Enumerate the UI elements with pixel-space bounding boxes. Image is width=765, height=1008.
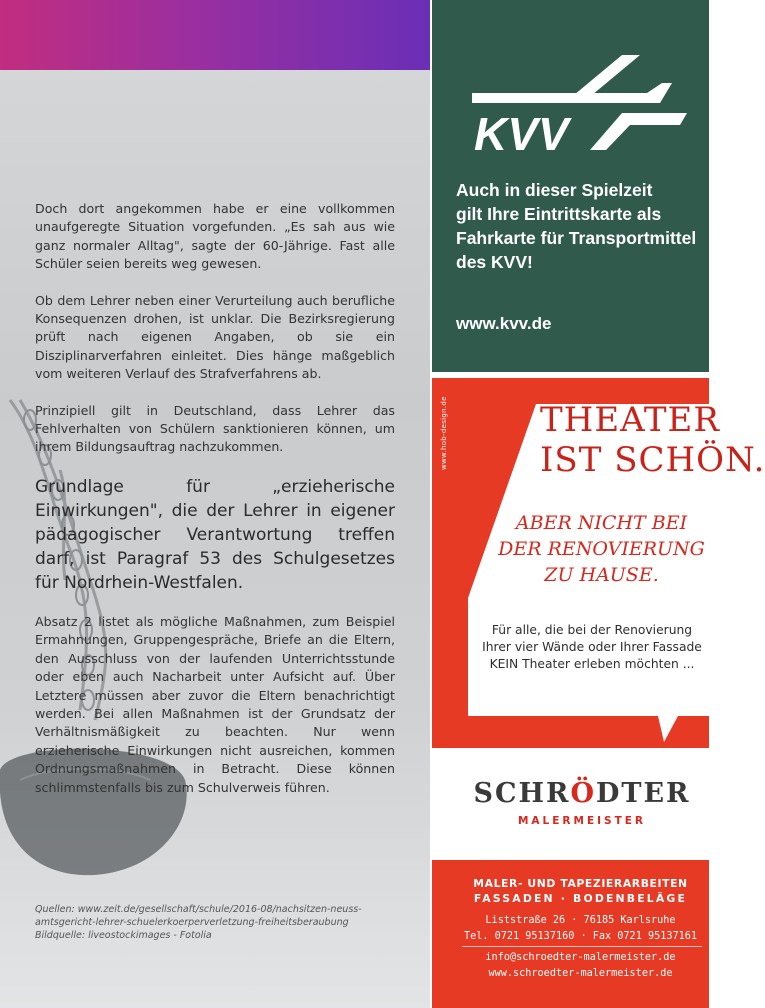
header-color-band <box>0 0 430 70</box>
services-line: FASSADEN · BODENBELÄGE <box>473 892 688 905</box>
kvv-logo <box>472 55 692 160</box>
kvv-line: Fahrkarte für Transportmittel <box>456 228 697 248</box>
subline-line: ZU HAUSE. <box>544 564 659 586</box>
website-link[interactable]: www.schroedter-malermeister.de <box>488 968 673 979</box>
contact-divider <box>462 946 702 947</box>
contact-block <box>458 950 703 982</box>
street-address: Liststraße 26 · 76185 Karlsruhe <box>485 915 676 926</box>
article-paragraph: Ob dem Lehrer neben einer Verurteilung auch berufliche Konsequenzen drohen, ist unklar. Die Bezirksregierung prüft nach eigenen Angaben, ob sie ein Disziplinarverfahren einleitet. Dies hänge maßgeblich vom weiteren Verlauf des Strafverfahrens ab. <box>35 292 395 382</box>
kvv-message <box>456 178 706 274</box>
sources-note <box>35 903 415 942</box>
ad-subline <box>494 510 709 588</box>
headline-line: IST SCHÖN. <box>540 440 765 480</box>
source-line: amtsgericht-lehrer-schuelerkoerperverletzung-freiheitsberaubung <box>35 917 349 928</box>
services-list <box>458 876 703 906</box>
address-block <box>458 913 703 945</box>
kvv-line: gilt Ihre Eintrittskarte als <box>456 204 662 224</box>
ad-headline <box>540 400 765 480</box>
subline-line: ABER NICHT BEI <box>515 512 688 534</box>
brand-name-umlaut: Ö <box>570 778 596 809</box>
services-line: MALER- UND TAPEZIERARBEITEN <box>473 877 688 890</box>
designer-credit: www.hob-design.de <box>440 396 448 470</box>
kvv-ad <box>432 0 709 372</box>
kvv-line: des KVV! <box>456 252 533 272</box>
kvv-logo-text: KVV <box>474 108 569 160</box>
article-paragraph: Absatz 2 listet als mögliche Maßnahmen, zum Beispiel Ermahnungen, Gruppengespräche, Briefe an die Eltern, den Ausschluss von der laufenden Unterrichtsstunde oder eben auch Nacharbeit unter Aufsicht auf. Über Letztere müssen aber zuvor die Eltern benachrichtigt werden. Bei allen Maßnahmen ist der Grundsatz der Verhältnismäßigkeit zu beachten. Nur wenn erzieherische Einwirkungen nicht ausreichen, kommen Ordnungsmaßnahmen in Betracht. Diese können schlimmstenfalls bis zum Schulverweis führen. <box>35 613 395 795</box>
brand-name-part: DTER <box>595 778 691 809</box>
article-paragraph: Prinzipiell gilt in Deutschland, dass Lehrer das Fehlverhalten von Schülern sanktionieren können, um ihrem Bildungsauftrag nachzukommen. <box>35 402 395 455</box>
subline-line: DER RENOVIERUNG <box>498 538 705 560</box>
brand-name <box>462 778 702 809</box>
article-lead-paragraph: Grundlage für „erzieherische Einwirkungen", die der Lehrer in eigener pädagogischer Verantwortung treffen darf, ist Paragraf 53 des Schulgesetzes für Nordrhein-Westfalen. <box>35 476 395 593</box>
phone-fax: Tel. 0721 95137160 · Fax 0721 95137161 <box>463 931 698 942</box>
article-body <box>35 200 395 815</box>
ad-body-text: Für alle, die bei der Renovierung Ihrer vier Wände oder Ihrer Fassade KEIN Theater erleben möchten ... <box>482 623 702 671</box>
brand-name-part: SCHR <box>473 778 571 809</box>
kvv-line: Auch in dieser Spielzeit <box>456 180 653 200</box>
headline-line: THEATER <box>540 400 720 440</box>
brand-subtitle: MALERMEISTER <box>517 815 647 827</box>
article-paragraph: Doch dort angekommen habe er eine vollkommen unaufgeregte Situation vorgefunden. „Es sah aus wie ganz normaler Alltag", sagte der 60-Jährige. Fast alle Schüler seien bereits weg gewesen. <box>35 201 395 272</box>
image-credit: Bildquelle: liveostockimages - Fotolia <box>35 930 212 941</box>
email-link[interactable]: info@schroedter-malermeister.de <box>485 952 676 963</box>
kvv-url-link[interactable]: www.kvv.de <box>456 314 552 333</box>
source-line: Quellen: www.zeit.de/gesellschaft/schule/2016-08/nachsitzen-neuss- <box>35 904 362 915</box>
